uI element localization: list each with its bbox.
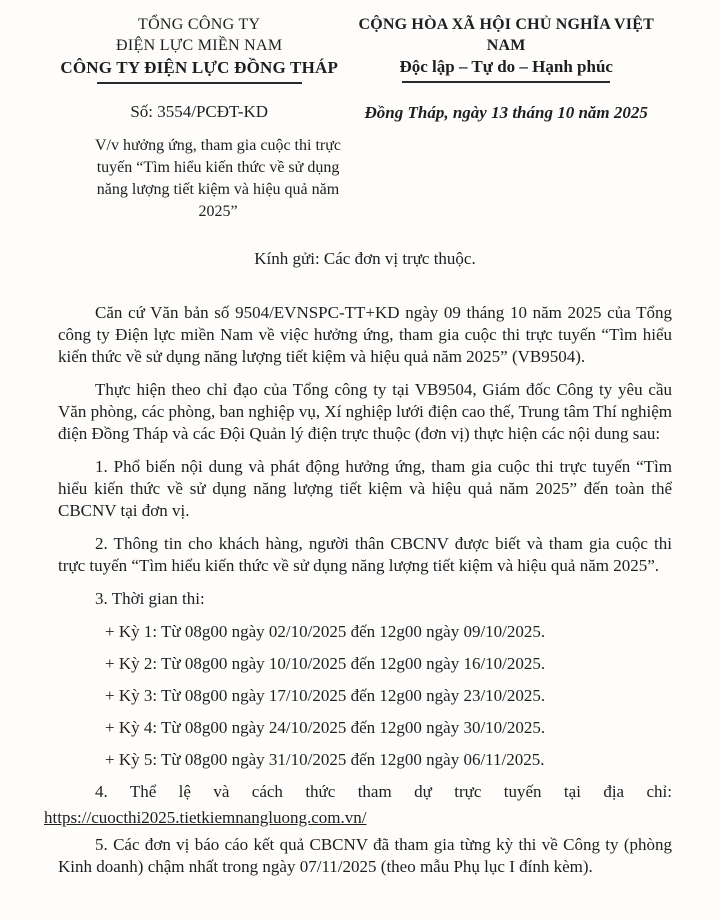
issuing-org-block	[58, 14, 340, 123]
salutation-line: Kính gửi: Các đơn vị trực thuộc.	[254, 249, 476, 268]
letterhead	[58, 14, 672, 123]
schedule-round-3: + Kỳ 3: Từ 08g00 ngày 17/10/2025 đến 12g00 ngày 23/10/2025.	[105, 686, 546, 705]
national-motto-block	[340, 14, 672, 123]
schedule-round-1: + Kỳ 1: Từ 08g00 ngày 02/10/2025 đến 12g00 ngày 09/10/2025.	[105, 622, 546, 641]
schedule-round-4: + Kỳ 4: Từ 08g00 ngày 24/10/2025 đến 12g00 ngày 30/10/2025.	[105, 718, 546, 737]
national-title: CỘNG HÒA XÃ HỘI CHỦ NGHĨA VIỆT NAM	[358, 16, 654, 54]
list-item-1: 1. Phổ biến nội dung và phát động hưởng ứng, tham gia cuộc thi trực tuyến “Tìm hiểu kiến thức về sử dụng năng lượng tiết kiệm và hiệu quả năm 2025” đến toàn thể CBCNV tại đơn vị.	[58, 457, 672, 520]
place-date-line: Đồng Tháp, ngày 13 tháng 10 năm 2025	[364, 103, 648, 122]
document-subject: V/v hưởng ứng, tham gia cuộc thi trực tuyến “Tìm hiểu kiến thức về sử dụng năng lượng tiết kiệm và hiệu quả năm 2025”	[95, 137, 341, 220]
company-underline	[97, 82, 302, 84]
contest-url-link[interactable]: https://cuocthi2025.tietkiemnangluong.com.vn/	[44, 808, 367, 827]
document-body	[44, 302, 672, 878]
list-item-2: 2. Thông tin cho khách hàng, người thân CBCNV được biết và tham gia cuộc thi trực tuyến “Tìm hiểu kiến thức về sử dụng năng lượng tiết kiệm và hiệu quả năm 2025”.	[58, 534, 672, 575]
schedule-round-2: + Kỳ 2: Từ 08g00 ngày 10/10/2025 đến 12g00 ngày 16/10/2025.	[105, 654, 546, 673]
company-name: CÔNG TY ĐIỆN LỰC ĐỒNG THÁP	[60, 58, 339, 77]
parent-org-line2: ĐIỆN LỰC MIỀN NAM	[116, 37, 283, 54]
paragraph-direction: Thực hiện theo chỉ đạo của Tổng công ty tại VB9504, Giám đốc Công ty yêu cầu Văn phòng, các phòng, ban nghiệp vụ, Xí nghiệp lưới điện cao thế, Trung tâm Thí nghiệm điện Đồng Tháp và các Đội Quản lý điện trực thuộc (đơn vị) thực hiện các nội dung sau:	[58, 380, 672, 443]
paragraph-basis: Căn cứ Văn bản số 9504/EVNSPC-TT+KD ngày 09 tháng 10 năm 2025 của Tổng công ty Điện lực miền Nam về việc hưởng ứng, tham gia cuộc thi trực tuyến “Tìm hiểu kiến thức về sử dụng năng lượng tiết kiệm và hiệu quả năm 2025” (VB9504).	[58, 303, 672, 366]
parent-org-line1: TỔNG CÔNG TY	[138, 16, 261, 33]
exam-schedule-list	[58, 621, 672, 771]
national-motto: Độc lập – Tự do – Hạnh phúc	[399, 57, 613, 76]
document-number: Số: 3554/PCĐT-KD	[130, 102, 269, 121]
list-item-5: 5. Các đơn vị báo cáo kết quả CBCNV đã tham gia từng kỳ thi về Công ty (phòng Kinh doanh) chậm nhất trong ngày 07/11/2025 (theo mẫu Phụ lục I đính kèm).	[58, 835, 672, 876]
schedule-round-5: + Kỳ 5: Từ 08g00 ngày 31/10/2025 đến 12g00 ngày 06/11/2025.	[105, 750, 545, 769]
list-item-3-heading: 3. Thời gian thi:	[95, 589, 205, 608]
list-item-4: 4. Thể lệ và cách thức tham dự trực tuyến tại địa chỉ:	[95, 782, 672, 801]
motto-underline	[402, 81, 610, 83]
